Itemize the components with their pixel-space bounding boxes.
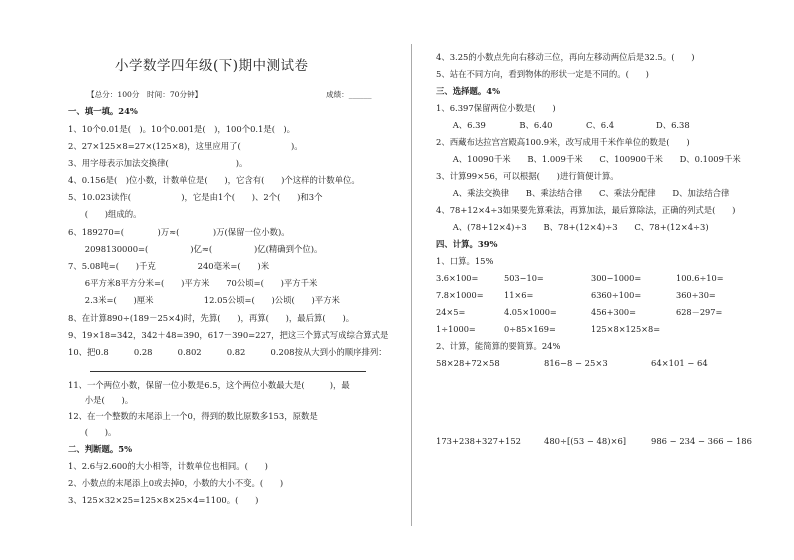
calc-item: 173+238+327+152 [436, 436, 521, 446]
calc-item: 816−8 − 25×3 [544, 358, 608, 368]
option-line: A、乘法交换律 B、乘法结合律 C、乘法分配律 D、加法结合律 [436, 188, 730, 198]
oral-item: 503−10= [504, 273, 544, 283]
answer-line [90, 371, 366, 372]
calc-item: 986 − 234 − 366 − 186 [651, 436, 752, 446]
page-title: 小学数学四年级(下)期中测试卷 [115, 58, 309, 74]
oral-item: 628－297= [676, 307, 723, 317]
oral-item: 300−1000= [591, 273, 642, 283]
column-divider [411, 44, 412, 526]
option-line: A、(78+12×4)÷3 B、78+(12×4)÷3 C、78+(12×4÷3) [436, 222, 709, 232]
question-line: 4、0.156是( )位小数，计数单位是( )，它含有( )个这样的计数单位。 [68, 175, 360, 185]
question-line: 6、189270=( )万≈( )万(保留一位小数)。 [68, 227, 290, 237]
question-line: 2、小数点的末尾添上0或去掉0，小数的大小不变。( ) [68, 478, 284, 488]
question-line: 3、125×32×25=125×8×25×4=1100。( ) [68, 495, 259, 505]
question-line: 3、计算99×56，可以根据( )进行简便计算。 [436, 171, 619, 181]
oral-item: 11×6= [504, 290, 534, 300]
question-line: 4、78+12×4÷3如果要先算乘法，再算加法，最后算除法，正确的列式是( ) [436, 205, 736, 215]
oral-item: 456+300= [591, 307, 636, 317]
score-field: 成绩：______ [326, 90, 372, 99]
question-line: 9、19×18=342，342＋48=390，617－390=227，把这三个算式写成综合算式是 [68, 330, 389, 340]
sub-heading: 1、口算。15% [436, 256, 494, 266]
exam-info: 【总分：100分 时间：70分钟】 [87, 90, 203, 99]
sub-heading: 2、计算，能简算的要简算。24% [436, 341, 561, 351]
oral-item: 24×5= [436, 307, 466, 317]
question-line: 5、站在不同方向，看到物体的形状一定是不同的。( ) [436, 69, 649, 79]
question-line: 12、在一个整数的末尾添上一个0，得到的数比原数多153，原数是 [68, 411, 318, 421]
option-line: A、10090千米 B、1.009千米 C、100900千米 D、0.1009千米 [436, 154, 741, 164]
calc-item: 64×101 − 64 [651, 358, 708, 368]
question-line: 1、6.397保留两位小数是( ) [436, 103, 556, 113]
section-heading: 二、判断题。5% [68, 444, 133, 454]
oral-item: 0÷85×169= [504, 324, 556, 334]
calc-item: 58×28+72×58 [436, 358, 500, 368]
oral-item: 3.6×100= [436, 273, 479, 283]
question-line: 8、在计算890÷(189－25×4)时，先算( )，再算( )，最后算( )。 [68, 313, 355, 323]
question-line: 6平方米8平方分米=( )平方米 70公顷=( )平方千米 [68, 278, 318, 288]
question-line: ( )组成的。 [68, 209, 142, 219]
section-heading: 三、选择题。4% [436, 86, 501, 96]
calc-item: 480÷[(53 − 48)×6] [544, 436, 627, 446]
oral-item: 100.6÷10= [676, 273, 724, 283]
question-line: 2.3米=( )厘米 12.05公顷=( )公顷( )平方米 [68, 295, 340, 305]
question-line: 3、用字母表示加法交换律( )。 [68, 158, 248, 168]
question-line: ( )。 [68, 427, 117, 437]
question-line: 10、把0.8 0.28 0.802 0.82 0.208按从大到小的顺序排列： [68, 347, 387, 357]
question-line: 11、一个两位小数，保留一位小数是6.5，这个两位小数最大是( )，最 [68, 380, 350, 390]
question-line: 1、10个0.01是( )。10个0.001是( )，100个0.1是( )。 [68, 124, 296, 134]
question-line: 7、5.08吨=( )千克 240毫米=( )米 [68, 261, 270, 271]
question-line: 2、27×125×8=27×(125×8)，这里应用了( )。 [68, 141, 303, 151]
oral-item: 4.05×1000= [504, 307, 557, 317]
oral-item: 360÷30= [676, 290, 716, 300]
oral-item: 125×8×125×8= [591, 324, 661, 334]
question-line: 4、3.25的小数点先向右移动三位，再向左移动两位后是32.5。( ) [436, 52, 695, 62]
option-line: A、6.39 B、6.40 C、6.4 D、6.38 [436, 120, 690, 130]
section-heading: 一、填一填。24% [68, 106, 138, 116]
question-line: 1、2.6与2.600的大小相等，计数单位也相同。( ) [68, 461, 268, 471]
question-line: 小是( )。 [68, 395, 134, 405]
oral-item: 6360÷100= [591, 290, 642, 300]
section-heading: 四、计算。39% [436, 239, 498, 249]
oral-item: 1÷1000= [436, 324, 476, 334]
question-line: 2、西藏布达拉宫宫殿高100.9米，改写成用千米作单位的数是( ) [436, 137, 690, 147]
oral-item: 7.8×1000= [436, 290, 484, 300]
question-line: 5、10.023读作( )，它是由1个( )、2个( )和3个 [68, 192, 323, 202]
question-line: 2098130000=( )亿≈( )亿(精确到个位)。 [68, 244, 323, 254]
